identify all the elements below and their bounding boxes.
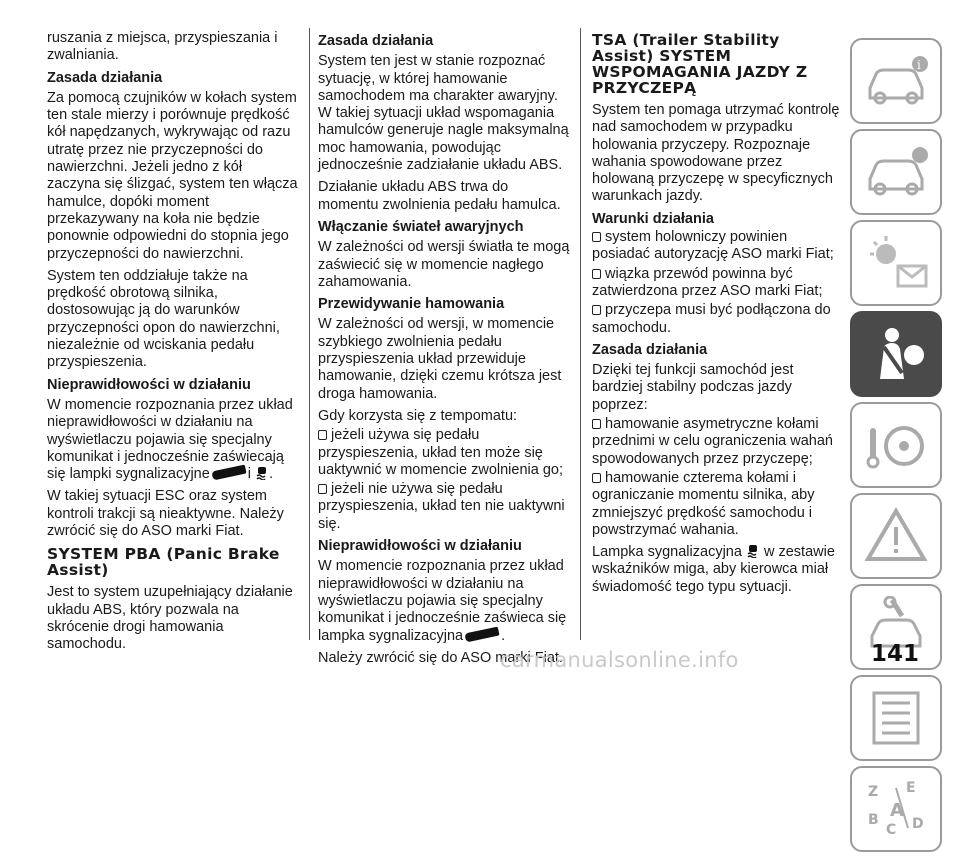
tab-index[interactable]: [850, 766, 942, 852]
text: Lampka sygnalizacyjna: [592, 544, 742, 561]
skidding-car-icon: [255, 466, 269, 480]
paragraph: Działanie układu ABS trwa do momentu zwolnienia pedału hamulca.: [318, 179, 561, 213]
svg-text:D: D: [912, 816, 924, 832]
tab-emergency[interactable]: [850, 493, 942, 579]
subheading: Zasada działania: [318, 33, 434, 49]
paragraph: ruszania z miejsca, przyspieszania i zwalniania.: [47, 30, 278, 64]
column-divider-2: [580, 28, 581, 640]
list-icon: [862, 687, 932, 749]
svg-text:A: A: [890, 800, 904, 821]
seatbelt-airbag-icon: [862, 323, 932, 385]
bullet-text: system holowniczy powinien posiadać autoryzację ASO marki Fiat;: [592, 229, 834, 263]
subheading: Włączanie świateł awaryjnych: [318, 218, 524, 235]
section-heading: TSA (Trailer Stability Assist) SYSTEM WSPOMAGANIA JAZDY Z PRZYCZEPĄ: [592, 31, 808, 97]
warning-triangle-icon: [862, 505, 932, 567]
bullet-text: hamowanie czterema kołami i ograniczanie momentu silnika, aby zmniejszyć prędkość samochodu i powstrzymać wahania.: [592, 469, 815, 538]
subheading: Przewidywanie hamowania: [318, 296, 505, 313]
index-letters-icon: [862, 778, 932, 840]
bullet-icon: [592, 473, 601, 483]
paragraph: W zależności od wersji światła te mogą zaświecić się w momencie nagłego zahamowania.: [318, 239, 570, 290]
section-heading: SYSTEM PBA (Panic Brake Assist): [47, 545, 280, 580]
car-settings-icon: [862, 141, 932, 203]
bullet-icon: [318, 430, 327, 440]
svg-text:i: i: [917, 58, 921, 72]
paragraph: W takiej sytuacji ESC oraz system kontroli trakcji są nieaktywne. Należy zwrócić się do ASO marki Fiat.: [47, 488, 284, 540]
bullet-item: [592, 266, 844, 301]
paragraph: [592, 544, 844, 596]
bullet-text: hamowanie asymetryczne kołami przednimi w celu ograniczenia wahań spowodowanych przez przyczepę;: [592, 416, 833, 467]
text: .: [501, 627, 506, 644]
subheading: Nieprawidłowości w działaniu: [318, 538, 522, 555]
tab-driving[interactable]: [850, 402, 942, 488]
bullet-text: wiązka przewód powinna być zatwierdzona przez ASO marki Fiat;: [592, 265, 823, 299]
text: .: [269, 466, 274, 483]
bullet-item: [592, 470, 844, 539]
bullet-icon: [592, 419, 601, 429]
paragraph: [47, 397, 299, 483]
bullet-icon: [592, 305, 601, 315]
paragraph: Dzięki tej funkcji samochód jest bardziej stabilny podczas jazdy poprzez:: [592, 362, 794, 413]
paragraph: Gdy korzysta się z tempomatu:: [318, 407, 518, 424]
lights-message-icon: [862, 232, 932, 294]
svg-text:C: C: [886, 822, 897, 838]
paragraph: Należy zwrócić się do ASO marki Fiat.: [318, 649, 563, 666]
chapter-tabs: [850, 38, 942, 857]
wrench-warning-icon: [465, 626, 500, 642]
tab-car-info[interactable]: [850, 38, 942, 124]
wrench-warning-icon: [211, 465, 246, 481]
paragraph: Jest to system uzupełniający działanie układu ABS, który pozwala na skrócenie drogi hamowania samochodu.: [47, 584, 293, 653]
text: i: [247, 466, 252, 483]
paragraph: System ten pomaga utrzymać kontrolę nad samochodem w przypadku holowania przyczepy. Rozpoznaje wahania spowodowane przez holowaną przyczepę w specyficznych warunkach jazdy.: [592, 102, 840, 205]
text: W momencie rozpoznania przez układ nieprawidłowości w działaniu na wyświetlaczu pojawia się specjalny komunikat i jednocześnie zaświecają się lampki sygnalizacyjne: [47, 396, 293, 483]
subheading: Zasada działania: [592, 341, 708, 358]
bullet-icon: [318, 484, 327, 494]
bullet-text: jeżeli używa się pedału przyspieszenia, układ ten może się uaktywnić w momencie zwolnienia go;: [318, 427, 563, 478]
bullet-item: [592, 416, 844, 468]
bullet-text: jeżeli nie używa się pedału przyspieszenia, układ ten nie uaktywni się.: [318, 481, 565, 532]
subheading: Warunki działania: [592, 210, 714, 227]
tab-lights-messages[interactable]: [850, 220, 942, 306]
subheading: Nieprawidłowości w działaniu: [47, 376, 251, 393]
bullet-item: [592, 302, 844, 337]
column-1: [47, 30, 299, 659]
page-number: 141: [871, 641, 920, 667]
paragraph: System ten oddziałuje także na prędkość obrotową silnika, dostosowując ją do warunków przyczepności opon do nawierzchni, niezależnie od wciskania pedału przyspieszenia.: [47, 267, 280, 371]
car-info-icon: [862, 50, 932, 112]
bullet-icon: [592, 232, 601, 242]
paragraph: System ten jest w stanie rozpoznać sytuację, w której hamowanie samochodem ma charakter awaryjny. W takiej sytuacji układ wspomagania hamulców generuje nagle maksymalną moc hamowania, powodując jednocześnie zadziałanie układu ABS.: [318, 53, 569, 174]
tab-car-settings[interactable]: [850, 129, 942, 215]
svg-text:E: E: [906, 780, 916, 796]
bullet-text: przyczepa musi być podłączona do samochodu.: [592, 302, 831, 336]
bullet-item: [592, 229, 844, 264]
skidding-car-icon: [746, 544, 760, 558]
column-divider-1: [309, 28, 310, 640]
svg-text:Z: Z: [868, 784, 879, 800]
subheading: Zasada działania: [47, 69, 163, 86]
column-3: [592, 30, 844, 601]
paragraph: Za pomocą czujników w kołach system ten stale mierzy i porównuje prędkość kół napędzanych, wykrywając od razu utratę przez nie przyczepności do nawierzchni. Jeżeli jedno z kół zaczyna się ślizgać, system ten włącza hamulce, dopóki moment przekazywany na koła nie będzie ponownie odpowiedni do stopnia jego przyczepności do nawierzchni.: [47, 89, 298, 262]
svg-text:B: B: [868, 812, 879, 828]
steering-wheel-icon: [862, 414, 932, 476]
tab-safety[interactable]: [850, 311, 942, 397]
watermark: carmanualsonline.info: [500, 648, 739, 672]
bullet-item: [318, 427, 570, 479]
paragraph: [318, 558, 570, 644]
bullet-item: [318, 481, 570, 533]
bullet-icon: [592, 269, 601, 279]
paragraph: W zależności od wersji, w momencie szybkiego zwolnienia pedału przyspieszenia układ przewiduje hamowanie, dzięki czemu krótsza jest droga hamowania.: [318, 316, 562, 402]
text: w zestawie wskaźników miga, aby kierowca miał świadomość tego typu sytuacji.: [592, 544, 835, 595]
tab-technical-data[interactable]: [850, 675, 942, 761]
text: W momencie rozpoznania przez układ nieprawidłowości w działaniu na wyświetlaczu pojawia się specjalny komunikat i jednocześnie zaświeca się lampka sygnalizacyjna: [318, 558, 567, 644]
column-2: [318, 30, 570, 672]
